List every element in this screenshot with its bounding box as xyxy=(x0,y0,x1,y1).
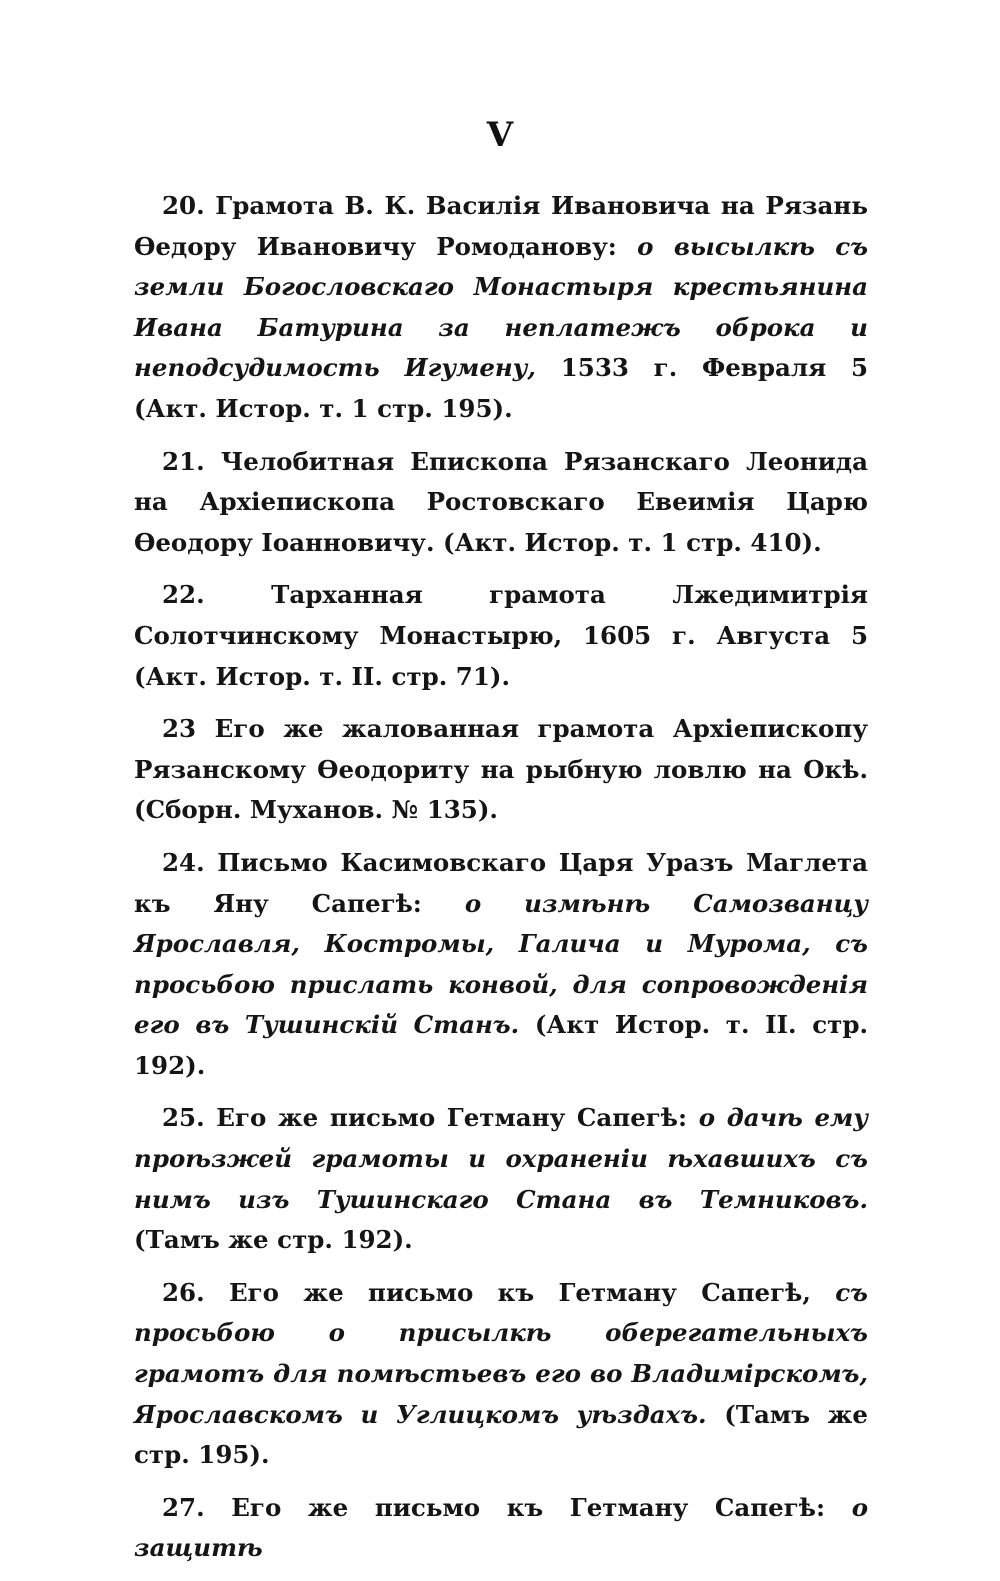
entry-21 xyxy=(134,442,868,564)
entry-number: 24. xyxy=(162,847,205,877)
entry-number: 25. xyxy=(162,1103,205,1133)
entry-summary: о защитѣ xyxy=(134,1492,869,1563)
page-number: V xyxy=(486,115,514,155)
entry-number: 26. xyxy=(162,1277,205,1307)
entry-text: Его же письмо къ Гетману Сапегѣ, xyxy=(228,1277,811,1307)
entry-citation: (Тамъ же стр. 195). xyxy=(134,1399,868,1470)
entry-summary: о измѣнѣ Самозванцу Ярославля, Костромы, Галича и Мурома, съ просьбою прислать конвой, для сопровожденія его въ Тушинскій Станъ. xyxy=(134,888,868,1040)
entry-list xyxy=(134,186,868,1581)
entry-text: Тарханная грамота Лжедимитрія Солотчинскому Монастырю, 1605 г. Августа 5 (Акт. Истор. т. II. стр. 71). xyxy=(134,580,868,691)
entry-27 xyxy=(134,1488,868,1569)
entry-number: 21. xyxy=(162,446,205,476)
entry-text: Его же письмо Гетману Сапегѣ: xyxy=(216,1103,688,1133)
entry-23 xyxy=(134,709,868,831)
entry-citation: (Тамъ же стр. 192). xyxy=(134,1225,413,1255)
entry-24 xyxy=(134,843,868,1087)
entry-citation: (Акт Истор. т. II. стр. 192). xyxy=(134,1010,868,1080)
entry-summary: о дачѣ ему проѣзжей грамоты и охраненіи ѣхавшихъ съ нимъ изъ Тушинскаго Стана въ Темниковъ. xyxy=(134,1103,869,1214)
entry-22 xyxy=(134,575,868,697)
entry-text: Челобитная Епископа Рязанскаго Леонида на Архіепископа Ростовскаго Евеимія Царю Өеодору Іоанновичу. (Акт. Истор. т. 1 стр. 410). xyxy=(134,446,869,557)
entry-26 xyxy=(134,1273,868,1476)
entry-text: Его же жалованная грамота Архіепископу Рязанскому Өеодориту на рыбную ловлю на Окѣ. (Сборн. Муханов. № 135). xyxy=(134,714,869,825)
entry-text: Письмо Касимовскаго Царя Уразъ Маглета къ Яну Сапегѣ: xyxy=(134,847,869,918)
entry-summary: съ просьбою о присылкѣ оберегательныхъ грамотъ для помѣстьевъ его во Владимірскомъ, Ярославскомъ и Углицкомъ уѣздахъ. xyxy=(134,1277,868,1429)
entry-20 xyxy=(134,186,868,430)
entry-number: 22. xyxy=(162,580,205,610)
entry-number: 27. xyxy=(162,1492,205,1522)
entry-number: 23 xyxy=(162,714,197,744)
entry-25 xyxy=(134,1098,868,1260)
entry-number: 20. xyxy=(162,191,205,220)
entry-text: Его же письмо къ Гетману Сапегѣ: xyxy=(231,1492,826,1522)
entry-text: Грамота В. К. Василія Ивановича на Рязань Өедору Ивановичу Ромоданову: xyxy=(134,191,868,261)
entry-summary: о высылкѣ съ земли Богословскаго Монастыря крестьянина Ивана Батурина за неплатежъ оброка и неподсудимость Игумену, xyxy=(134,231,869,383)
entry-citation: 1533 г. Февраля 5 (Акт. Истор. т. 1 стр. 195). xyxy=(134,353,869,423)
